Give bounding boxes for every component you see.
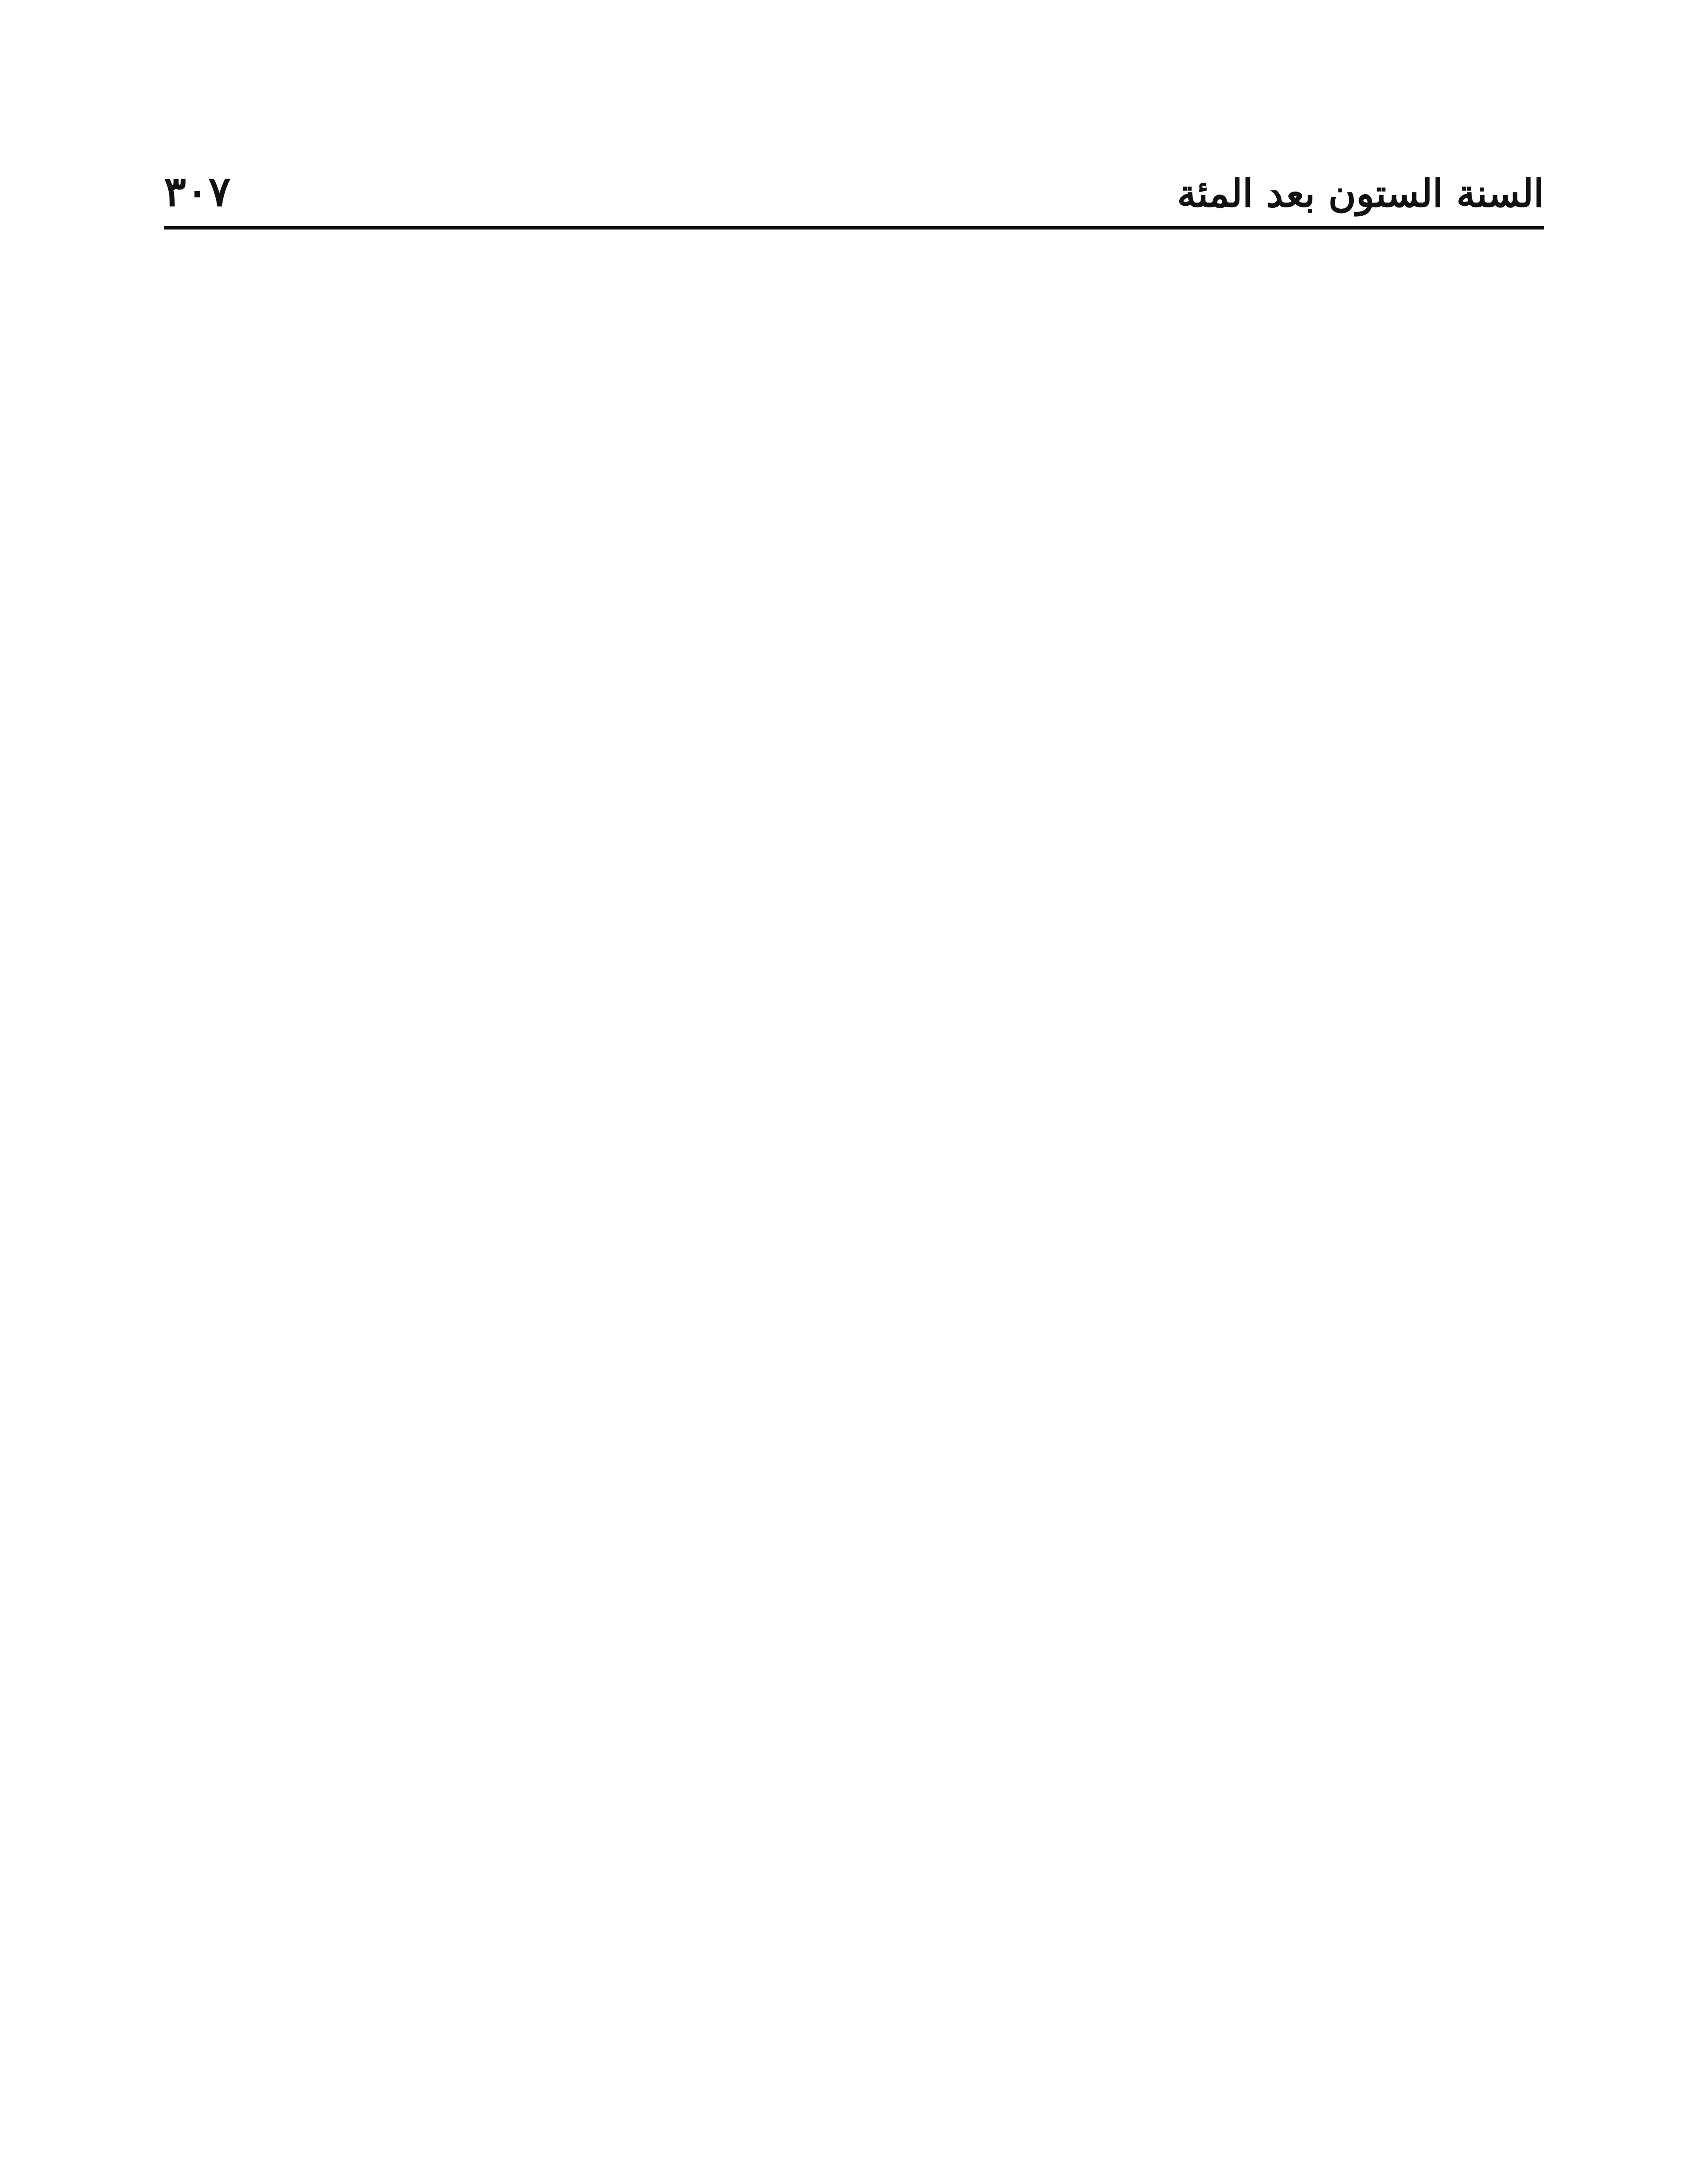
paragraph-2 (164, 333, 1544, 412)
page-header (164, 129, 1544, 230)
body-text (164, 242, 1544, 790)
paragraph-1 (164, 242, 1544, 320)
paragraph-3 (164, 424, 1544, 503)
paragraph-5 (164, 607, 1544, 686)
running-title: السنة الستون بعد المئة (1177, 171, 1544, 216)
paragraph-4 (164, 516, 1544, 594)
paragraph-6 (164, 699, 1544, 777)
page-number: ٣٠٧ (164, 167, 231, 216)
